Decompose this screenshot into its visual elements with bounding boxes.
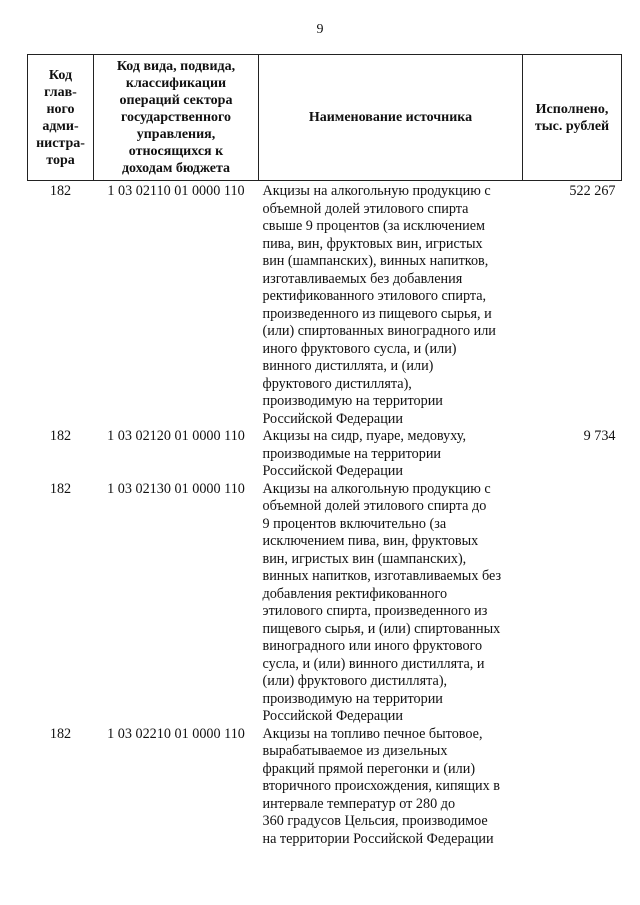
text-line: ного	[46, 101, 75, 117]
text-line: производимую на территории	[262, 690, 443, 707]
table-row	[28, 181, 622, 429]
text-line: интервале температур от 280 до	[262, 795, 456, 812]
text-line: Российской Федерации	[262, 708, 403, 724]
text-line: Акцизы на сидр, пуаре, медовуху,	[262, 428, 466, 444]
revenue-sources-table	[27, 54, 622, 848]
text-line: доходам бюджета	[121, 161, 231, 176]
text-line: нистра-	[36, 135, 85, 151]
amount-cell	[523, 726, 622, 849]
text-line: свыше 9 процентов (за исключением	[262, 218, 486, 234]
text-line: Акцизы на топливо печное бытовое,	[262, 725, 483, 742]
source-name-cell	[259, 481, 523, 726]
text-line: тора	[46, 152, 75, 168]
text-line: тыс. рублей	[534, 118, 610, 134]
text-line: пищевого сырья, и (или) спиртованных	[262, 620, 501, 637]
table-row	[28, 481, 622, 726]
header-source-name	[259, 55, 523, 181]
text-line: государственного	[120, 110, 232, 125]
header-amount	[523, 55, 622, 181]
text-line: 360 градусов Цельсия, производимое	[262, 813, 488, 829]
text-line: винного дистиллята, и (или)	[262, 358, 434, 374]
admin-code-cell: 182	[49, 183, 72, 199]
amount-cell: 522 267	[569, 183, 616, 199]
admin-code-cell: 182	[49, 428, 72, 444]
source-name-cell	[259, 726, 523, 849]
text-line: производимую на территории	[262, 393, 443, 409]
text-line: адми-	[42, 118, 79, 134]
header-row	[28, 55, 622, 181]
text-line: (или) спиртованных виноградного или	[262, 323, 496, 339]
text-line: Российской Федерации	[262, 463, 403, 479]
page-number: 9	[316, 22, 324, 37]
table-body	[28, 181, 622, 849]
text-line: виноградного или иного фруктового	[262, 638, 483, 654]
text-line: управления,	[136, 127, 216, 142]
classification-code-cell: 1 03 02120 01 0000 110	[107, 428, 245, 444]
text-line: этилового спирта, произведенного из	[262, 603, 488, 619]
text-line: Акцизы на алкогольную продукцию с	[262, 480, 491, 497]
amount-cell	[523, 481, 622, 726]
source-name-cell	[259, 181, 523, 429]
text-line: вырабатываемое из дизельных	[262, 743, 448, 759]
text-line: фруктового дистиллята),	[262, 375, 412, 392]
text-line: винных напитков, изготавливаемых без	[262, 568, 502, 584]
text-line: пива, вин, фруктовых вин, игристых	[262, 235, 483, 252]
text-line: объемной долей этилового спирта	[262, 200, 469, 217]
text-line: объемной долей этилового спирта до	[262, 498, 487, 514]
classification-code-cell: 1 03 02110 01 0000 110	[107, 183, 245, 199]
text-line: фракций прямой перегонки и (или)	[262, 760, 476, 777]
text-line: 9 процентов включительно (за	[262, 515, 447, 532]
text-line: вин, игристых вин (шампанских),	[262, 550, 467, 567]
text-line: Исполнено,	[535, 101, 609, 117]
header-admin-code	[28, 55, 94, 181]
text-line: сусла, и (или) винного дистиллята, и	[262, 655, 485, 672]
text-line: Наименование источника	[308, 110, 473, 125]
text-line: вторичного происхождения, кипящих в	[262, 778, 500, 794]
text-line: относящихся к	[128, 144, 224, 159]
table-row	[28, 428, 622, 481]
text-line: Российской Федерации	[262, 410, 403, 427]
text-line: классификации	[125, 76, 227, 91]
text-line: вин (шампанских), винных напитков,	[262, 253, 489, 269]
classification-code-cell: 1 03 02130 01 0000 110	[107, 480, 245, 497]
text-line: производимые на территории	[262, 445, 442, 462]
amount-cell: 9 734	[583, 428, 616, 444]
source-name-cell	[259, 428, 523, 481]
header-classification-code	[94, 55, 259, 181]
text-line: исключением пива, вин, фруктовых	[262, 533, 479, 549]
text-line: операций сектора	[119, 93, 233, 108]
text-line: на территории Российской Федерации	[262, 830, 494, 847]
text-line: добавления ректификованного	[262, 585, 448, 602]
text-line: изготавливаемых без добавления	[262, 270, 463, 287]
text-line: произведенного из пищевого сырья, и	[262, 305, 492, 322]
text-line: Код вида, подвида,	[116, 59, 236, 74]
text-line: Код	[48, 67, 73, 83]
text-line: ректификованного этилового спирта,	[262, 288, 487, 304]
table-header	[28, 55, 622, 181]
table-row	[28, 726, 622, 849]
text-line: иного фруктового сусла, и (или)	[262, 340, 457, 357]
text-line: (или) фруктового дистиллята),	[262, 673, 448, 689]
admin-code-cell: 182	[49, 480, 72, 497]
text-line: глав-	[44, 84, 77, 100]
admin-code-cell: 182	[49, 725, 72, 742]
text-line: Акцизы на алкогольную продукцию с	[262, 183, 491, 199]
classification-code-cell: 1 03 02210 01 0000 110	[107, 725, 245, 742]
